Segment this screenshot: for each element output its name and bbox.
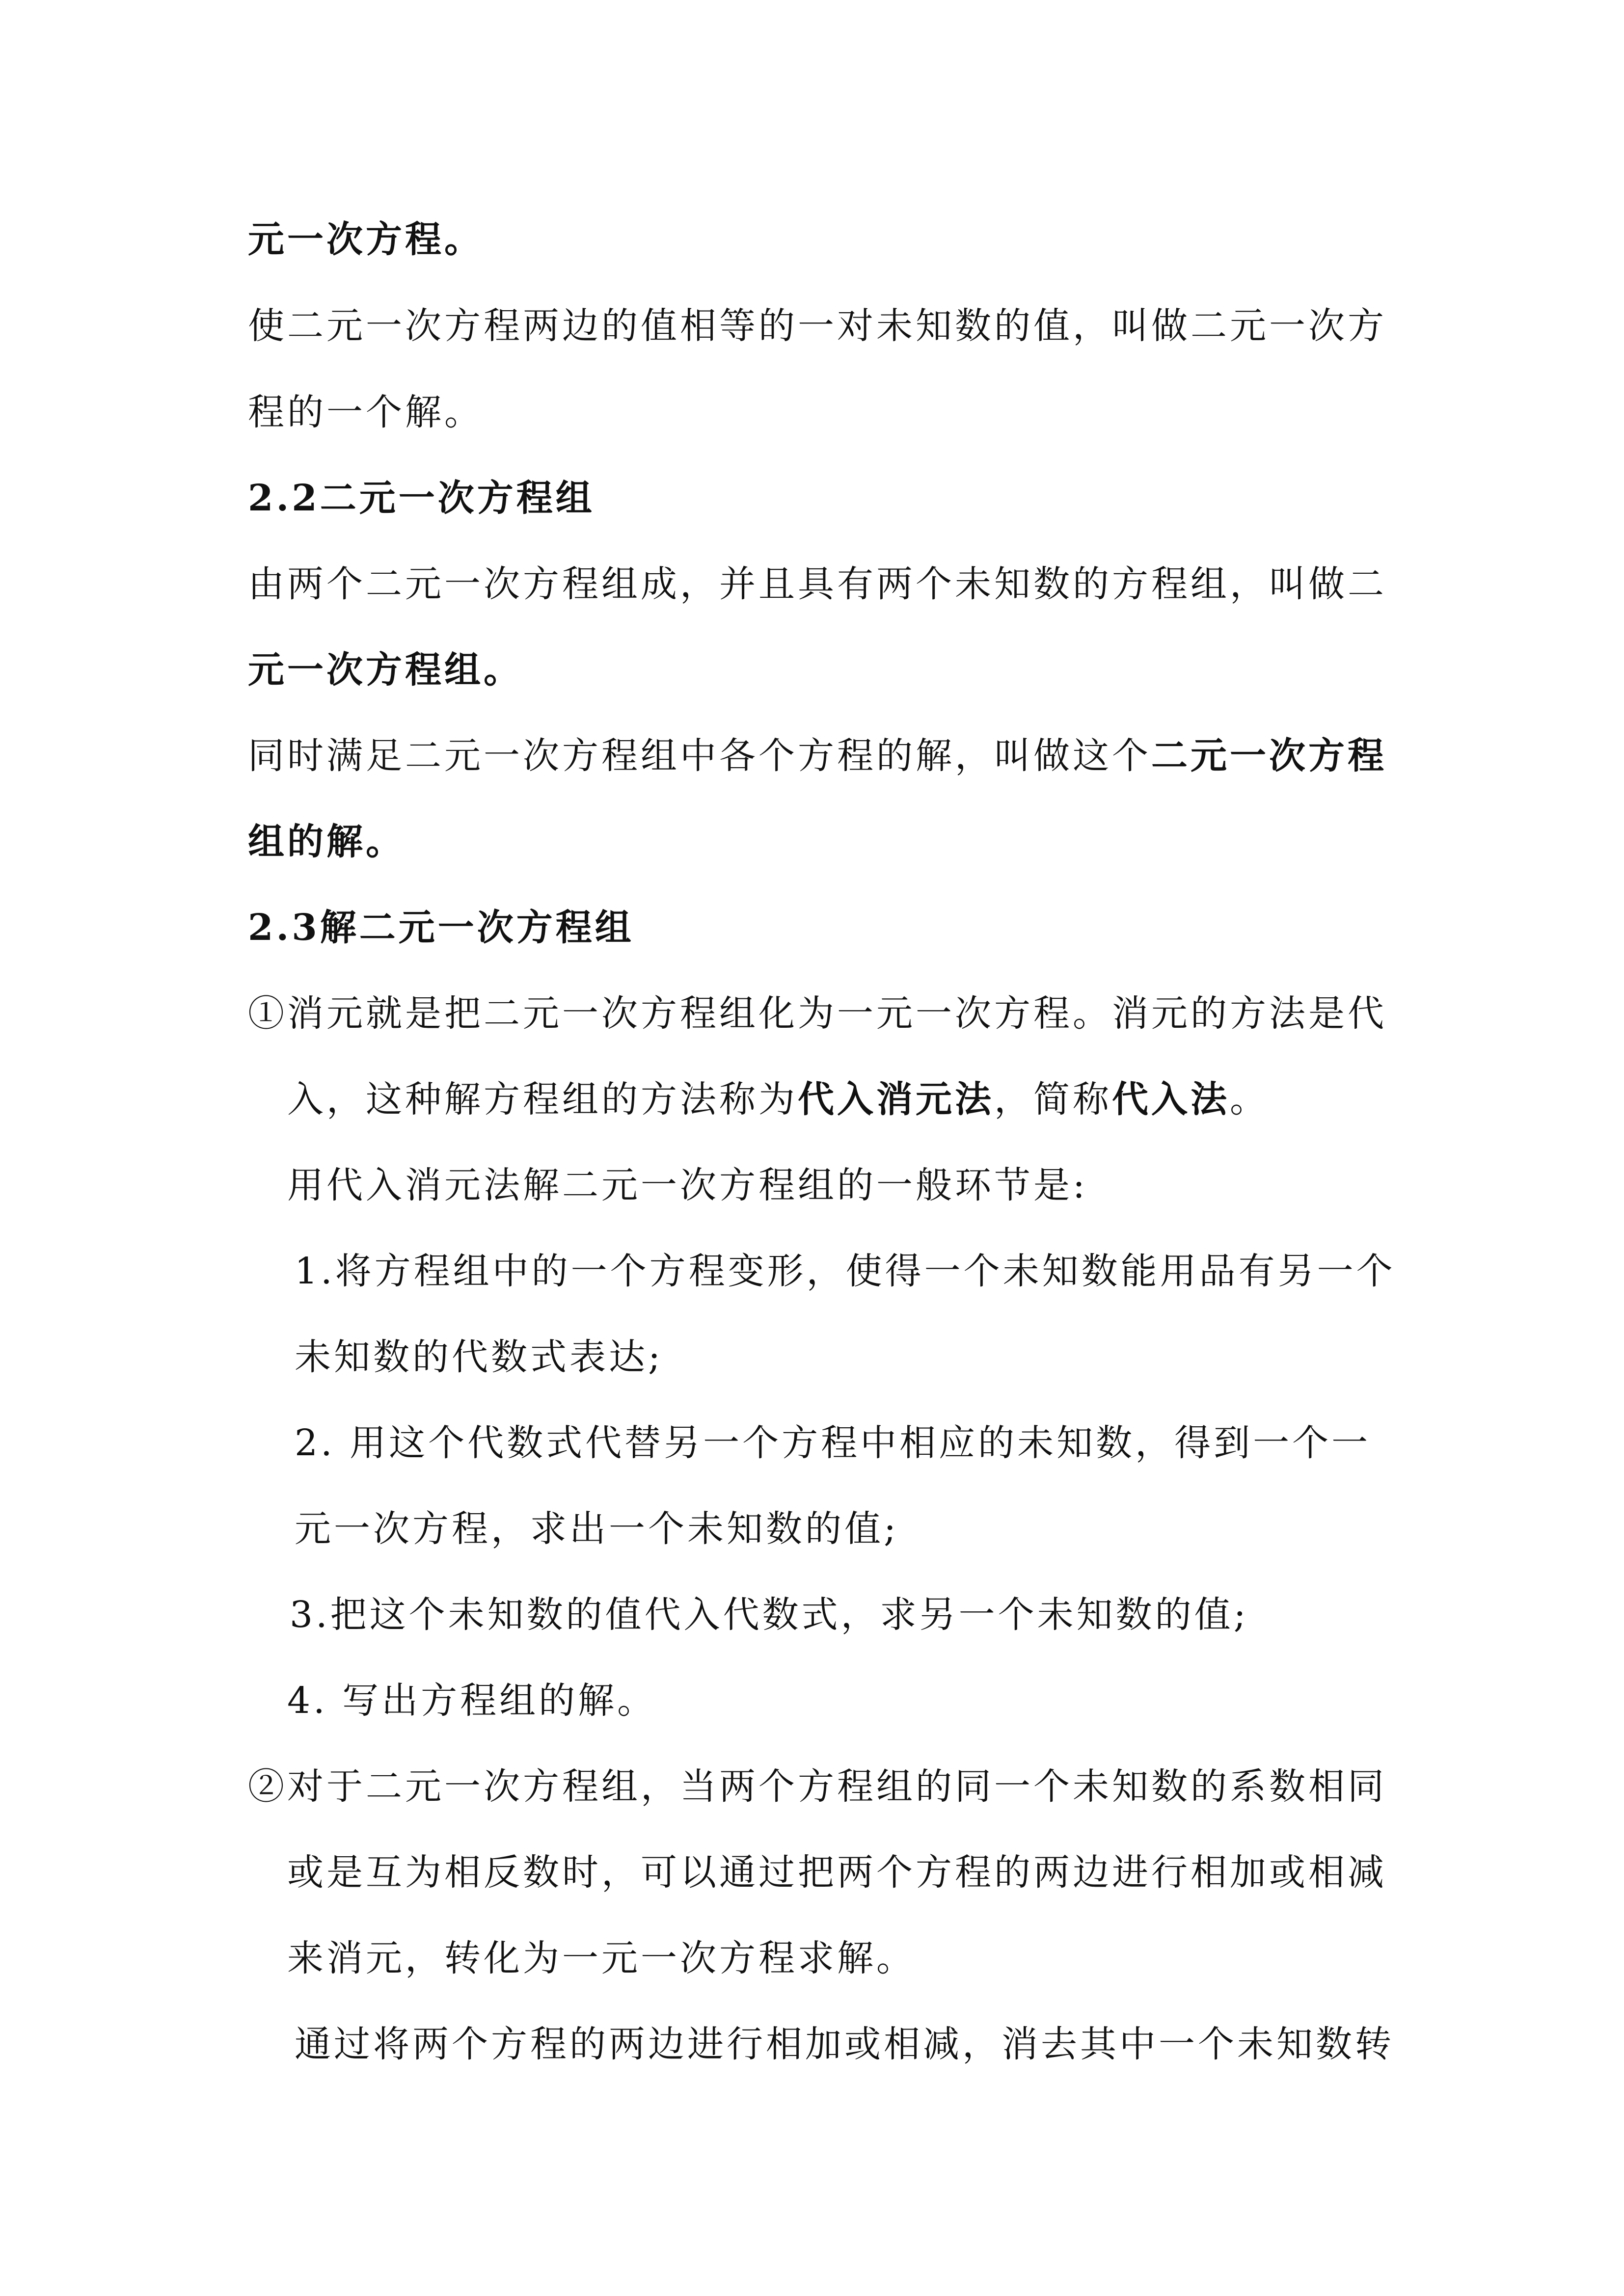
list-item <box>295 1247 1396 1296</box>
text-segment: 通过将两个方程的两边进行相加或相减，消去其中一个未知数转 <box>295 2023 1394 2065</box>
text-line <box>248 560 1387 609</box>
text-segment: 二元一次方程 <box>1151 735 1387 777</box>
text-segment: 未知数的代数式表达; <box>295 1336 663 1378</box>
section-heading <box>248 903 634 952</box>
list-item <box>290 1590 1249 1639</box>
text-segment: 入，这种解方程组的方法称为 <box>287 1078 798 1121</box>
text-line <box>287 1848 1387 1897</box>
text-segment: 。 <box>1230 1078 1269 1121</box>
text-line <box>248 215 484 264</box>
text-line <box>248 645 523 694</box>
text-segment: 同时满足二元一次方程组中各个方程的解，叫做这个 <box>248 735 1151 777</box>
text-line <box>248 1762 1387 1811</box>
text-line <box>248 388 484 437</box>
text-line <box>295 1333 663 1382</box>
text-segment: 代入法 <box>1112 1078 1230 1121</box>
text-segment: 4. 写出方程组的解。 <box>287 1680 657 1722</box>
text-line <box>295 2020 1394 2069</box>
text-segment: 2. 用这个代数式代替另一个方程中相应的未知数，得到一个一 <box>295 1422 1371 1464</box>
text-line <box>295 1504 899 1553</box>
text-segment: 2.2二元一次方程组 <box>248 477 595 519</box>
text-segment: ①消元就是把二元一次方程组化为一元一次方程。消元的方法是代 <box>248 992 1387 1035</box>
text-line <box>248 731 1387 780</box>
list-item <box>295 1418 1371 1468</box>
text-segment: 或是互为相反数时，可以通过把两个方程的两边进行相加或相减 <box>287 1851 1387 1894</box>
section-heading <box>248 474 595 523</box>
text-segment: 元一次方程，求出一个未知数的值; <box>295 1508 899 1550</box>
text-segment: 使二元一次方程两边的值相等的一对未知数的值，叫做二元一次方 <box>248 305 1387 347</box>
text-line <box>287 1161 1088 1210</box>
text-segment: 代入消元法 <box>798 1078 994 1121</box>
text-line <box>287 1934 916 1983</box>
text-line <box>248 301 1387 350</box>
text-segment: 程的一个解。 <box>248 391 484 433</box>
text-segment: 来消元，转化为一元一次方程求解。 <box>287 1937 916 1979</box>
text-segment: 3.把这个未知数的值代入代数式，求另一个未知数的值; <box>290 1594 1249 1636</box>
text-segment: 1.将方程组中的一个方程变形，使得一个未知数能用品有另一个 <box>295 1250 1396 1292</box>
text-segment: ，简称 <box>994 1078 1112 1121</box>
text-line <box>248 817 405 866</box>
text-segment: 元一次方程。 <box>248 218 484 261</box>
text-line <box>248 989 1387 1038</box>
text-segment: 元一次方程组。 <box>248 649 523 691</box>
text-segment: 用代入消元法解二元一次方程组的一般环节是: <box>287 1164 1088 1206</box>
text-line <box>287 1075 1269 1124</box>
text-segment: 2.3解二元一次方程组 <box>248 907 634 949</box>
text-segment: 组的解。 <box>248 821 405 863</box>
list-item <box>287 1676 656 1725</box>
text-segment: ②对于二元一次方程组，当两个方程组的同一个未知数的系数相同 <box>248 1765 1387 1808</box>
text-segment: 由两个二元一次方程组成，并且具有两个未知数的方程组，叫做二 <box>248 563 1387 605</box>
